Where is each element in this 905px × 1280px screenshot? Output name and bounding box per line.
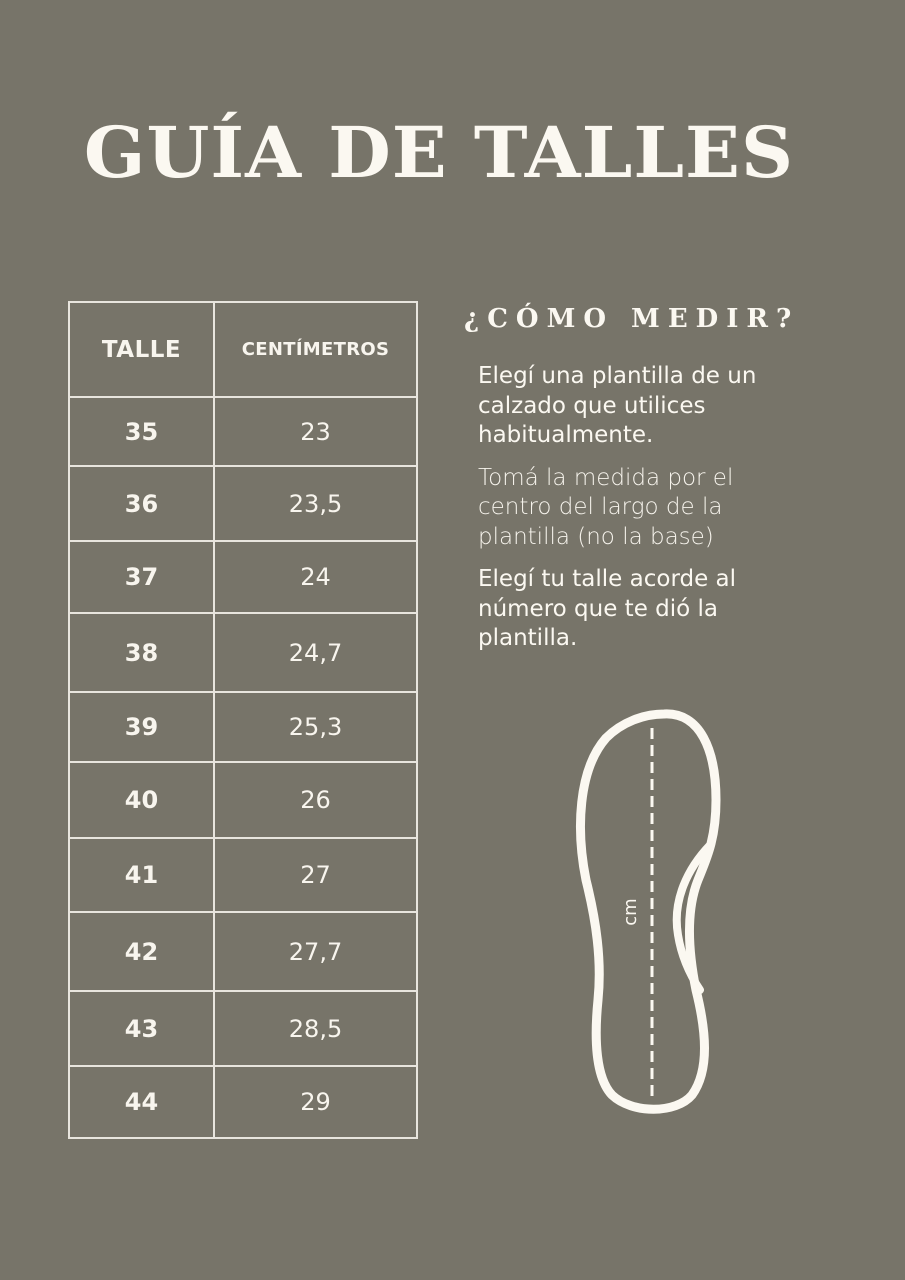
- cm-cell: 24,7: [214, 613, 417, 692]
- table-header-row: [69, 302, 417, 397]
- size-cell: 42: [69, 912, 214, 991]
- cm-cell: 23: [214, 397, 417, 466]
- cm-cell: 27,7: [214, 912, 417, 991]
- size-table: [68, 301, 418, 1139]
- step-2: Tomá la medida por el centro del largo de la plantilla (no la base): [478, 464, 734, 550]
- step-1: Elegí una plantilla de un calzado que utilices habitualmente.: [478, 363, 757, 448]
- table-row: [69, 692, 417, 762]
- cm-cell: 28,5: [214, 991, 417, 1066]
- table-row: [69, 838, 417, 912]
- size-cell: 37: [69, 541, 214, 613]
- insole-outline: [581, 714, 716, 1109]
- cm-label: cm: [620, 898, 641, 926]
- step-3: Elegí tu talle acorde al número que te dió la plantilla.: [478, 566, 737, 651]
- size-cell: 43: [69, 991, 214, 1066]
- page-title: GUÍA DE TALLES: [83, 111, 795, 194]
- table-row: [69, 397, 417, 466]
- table-row: [69, 1066, 417, 1138]
- size-cell: 38: [69, 613, 214, 692]
- cm-cell: 26: [214, 762, 417, 838]
- cm-cell: 27: [214, 838, 417, 912]
- table-row: [69, 912, 417, 991]
- cm-cell: 29: [214, 1066, 417, 1138]
- size-cell: 36: [69, 466, 214, 541]
- how-to-measure-title: ¿CÓMO MEDIR?: [464, 304, 800, 334]
- size-cell: 39: [69, 692, 214, 762]
- insole-icon: [560, 700, 740, 1130]
- size-cell: 41: [69, 838, 214, 912]
- cm-cell: 25,3: [214, 692, 417, 762]
- table-row: [69, 762, 417, 838]
- table-row: [69, 541, 417, 613]
- header-talle: TALLE: [69, 302, 214, 397]
- size-cell: 35: [69, 397, 214, 466]
- measure-steps: [478, 362, 808, 667]
- size-cell: 44: [69, 1066, 214, 1138]
- size-cell: 40: [69, 762, 214, 838]
- header-centimetros: CENTÍMETROS: [214, 302, 417, 397]
- table-row: [69, 613, 417, 692]
- cm-cell: 24: [214, 541, 417, 613]
- table-row: [69, 466, 417, 541]
- table-row: [69, 991, 417, 1066]
- cm-cell: 23,5: [214, 466, 417, 541]
